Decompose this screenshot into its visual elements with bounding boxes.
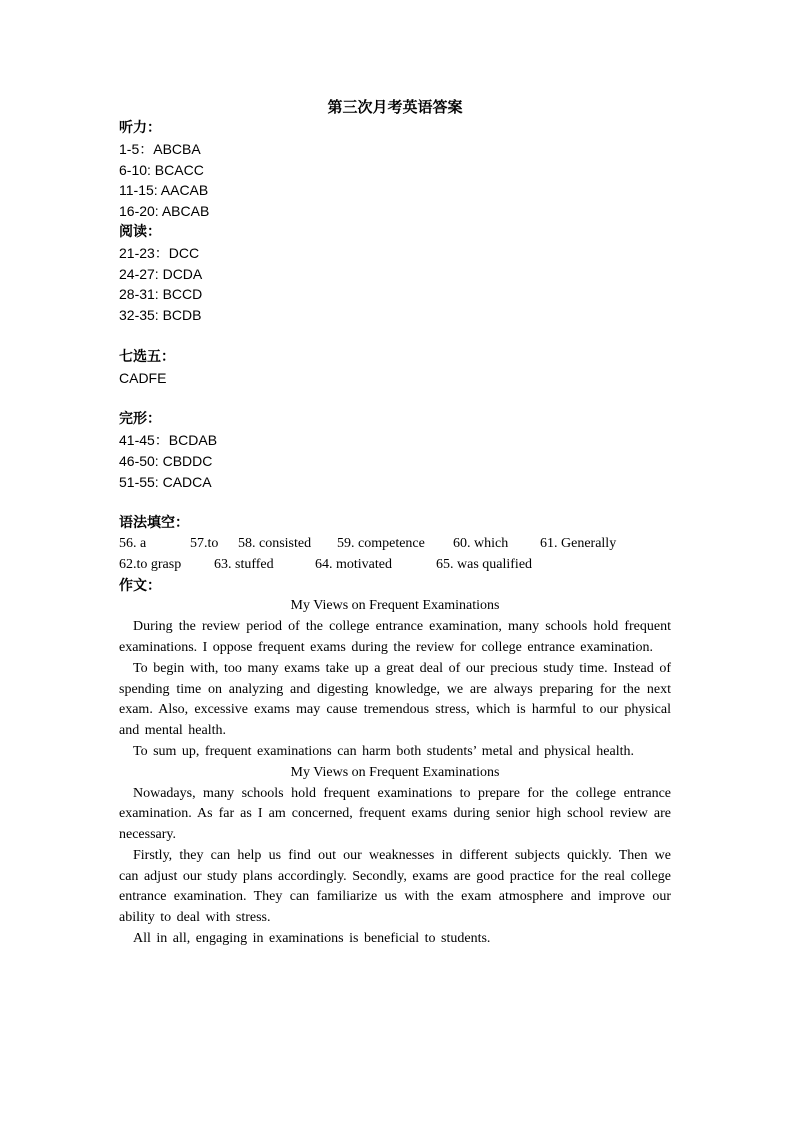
- grammar-row-2: [119, 555, 671, 576]
- page-title: 第三次月考英语答案: [327, 98, 463, 116]
- essay-1: [119, 596, 671, 762]
- essay-paragraph: To begin with, too many exams take up a great deal of our precious study time. Instead of spending time on analyzing and digesting knowledge, we are always preparing for the next exam. Also, excessive exams may cause tremendous stress, which is harmful to our physical and mental health.: [119, 660, 671, 739]
- essay-paragraph: To sum up, frequent examinations can harm both students’ metal and physical health.: [133, 743, 634, 759]
- reading-answer: 28-31: BCCD: [119, 286, 203, 303]
- reading-answer: 32-35: BCDB: [119, 307, 202, 324]
- essay-2: [119, 763, 671, 950]
- reading-heading: 阅读：: [119, 223, 161, 240]
- listening-answer: 1-5：ABCBA: [119, 140, 201, 157]
- answer-document: [119, 96, 671, 950]
- grammar-answer: 59. competence: [337, 535, 425, 551]
- cloze-answer: 46-50: CBDDC: [119, 452, 213, 469]
- grammar-answer: 61. Generally: [540, 535, 617, 551]
- grammar-answer: 63. stuffed: [214, 556, 274, 572]
- grammar-row-1: [119, 534, 671, 555]
- cloze-answer: 51-55: CADCA: [119, 473, 212, 490]
- grammar-answer: 62.to grasp: [119, 556, 182, 572]
- writing-heading: 作文：: [119, 577, 161, 594]
- spacer: [119, 492, 671, 513]
- spacer: [119, 326, 671, 347]
- grammar-answer: 60. which: [453, 535, 509, 551]
- essay-paragraph: Nowadays, many schools hold frequent examinations to prepare for the college entrance examination. As far as I am concerned, frequent exams during senior high school review are necessary.: [119, 785, 671, 843]
- listening-answer: 16-20: ABCAB: [119, 203, 210, 220]
- seven-five-heading: 七选五：: [119, 348, 175, 365]
- cloze-heading: 完形：: [119, 411, 161, 428]
- essay-paragraph: Firstly, they can help us find out our weaknesses in different subjects quickly. Then we can adjust our study plans accordingly. Secondly, exams are good practice for the real college entrance examination. They can familiarize us with the exam atmosphere and improve our ability to deal with stress.: [119, 847, 671, 926]
- essay-paragraph: During the review period of the college entrance examination, many schools hold frequent examinations. I oppose frequent exams during the review for college entrance examination.: [119, 619, 671, 655]
- grammar-answer: 57.to: [190, 535, 219, 551]
- essay-title: My Views on Frequent Examinations: [290, 764, 500, 780]
- listening-heading: 听力：: [119, 120, 161, 136]
- spacer: [119, 388, 671, 409]
- listening-answer: 11-15: AACAB: [119, 182, 209, 199]
- grammar-answer: 65. was qualified: [436, 556, 533, 572]
- grammar-heading: 语法填空：: [119, 515, 189, 532]
- grammar-answer: 64. motivated: [315, 556, 392, 572]
- seven-five-answer: CADFE: [119, 369, 167, 386]
- reading-answer: 21-23：DCC: [119, 244, 200, 261]
- grammar-answer: 56. a: [119, 535, 147, 551]
- listening-answer: 6-10: BCACC: [119, 161, 204, 178]
- essay-paragraph: All in all, engaging in examinations is beneficial to students.: [133, 931, 491, 947]
- reading-answer: 24-27: DCDA: [119, 265, 203, 282]
- grammar-answer: 58. consisted: [238, 535, 312, 551]
- essay-title: My Views on Frequent Examinations: [290, 598, 500, 614]
- cloze-answer: 41-45：BCDAB: [119, 431, 218, 448]
